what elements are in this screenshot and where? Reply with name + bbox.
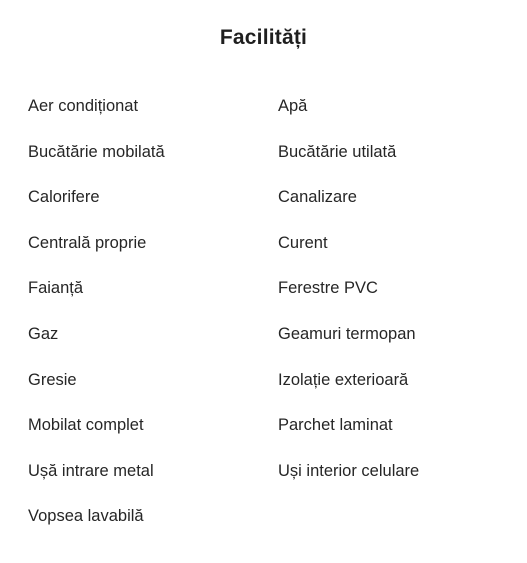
facility-item-mobilat-complet: Mobilat complet (28, 416, 144, 435)
facility-item-usi-interior-celulare: Uși interior celulare (278, 461, 420, 480)
facility-item-gresie: Gresie (28, 370, 77, 389)
facility-item-izolatie-exterioara: Izolație exterioară (278, 370, 409, 389)
facility-item-geamuri-termopan: Geamuri termopan (278, 324, 416, 343)
facility-item-canalizare: Canalizare (278, 188, 357, 207)
facility-item-ferestre-pvc: Ferestre PVC (278, 279, 378, 298)
facilities-list (28, 93, 498, 549)
facility-item-faianta: Faianță (28, 279, 84, 298)
facility-item-calorifere: Calorifere (28, 188, 100, 207)
facility-item-gaz: Gaz (28, 324, 59, 343)
facility-item-centrala-proprie: Centrală proprie (28, 233, 147, 252)
facility-item-apa: Apă (278, 97, 308, 115)
section-title: Facilități (219, 26, 308, 49)
facility-item-curent: Curent (278, 233, 328, 252)
facility-item-bucatarie-mobilata: Bucătărie mobilată (28, 142, 165, 161)
facility-item-usa-intrare-metal: Ușă intrare metal (28, 461, 154, 480)
facility-item-aer-conditionat: Aer condiționat (28, 97, 139, 115)
facility-item-vopsea-lavabila: Vopsea lavabilă (28, 507, 144, 526)
facility-item-parchet-laminat: Parchet laminat (278, 416, 393, 435)
facility-item-bucatarie-utilata: Bucătărie utilată (278, 142, 397, 161)
